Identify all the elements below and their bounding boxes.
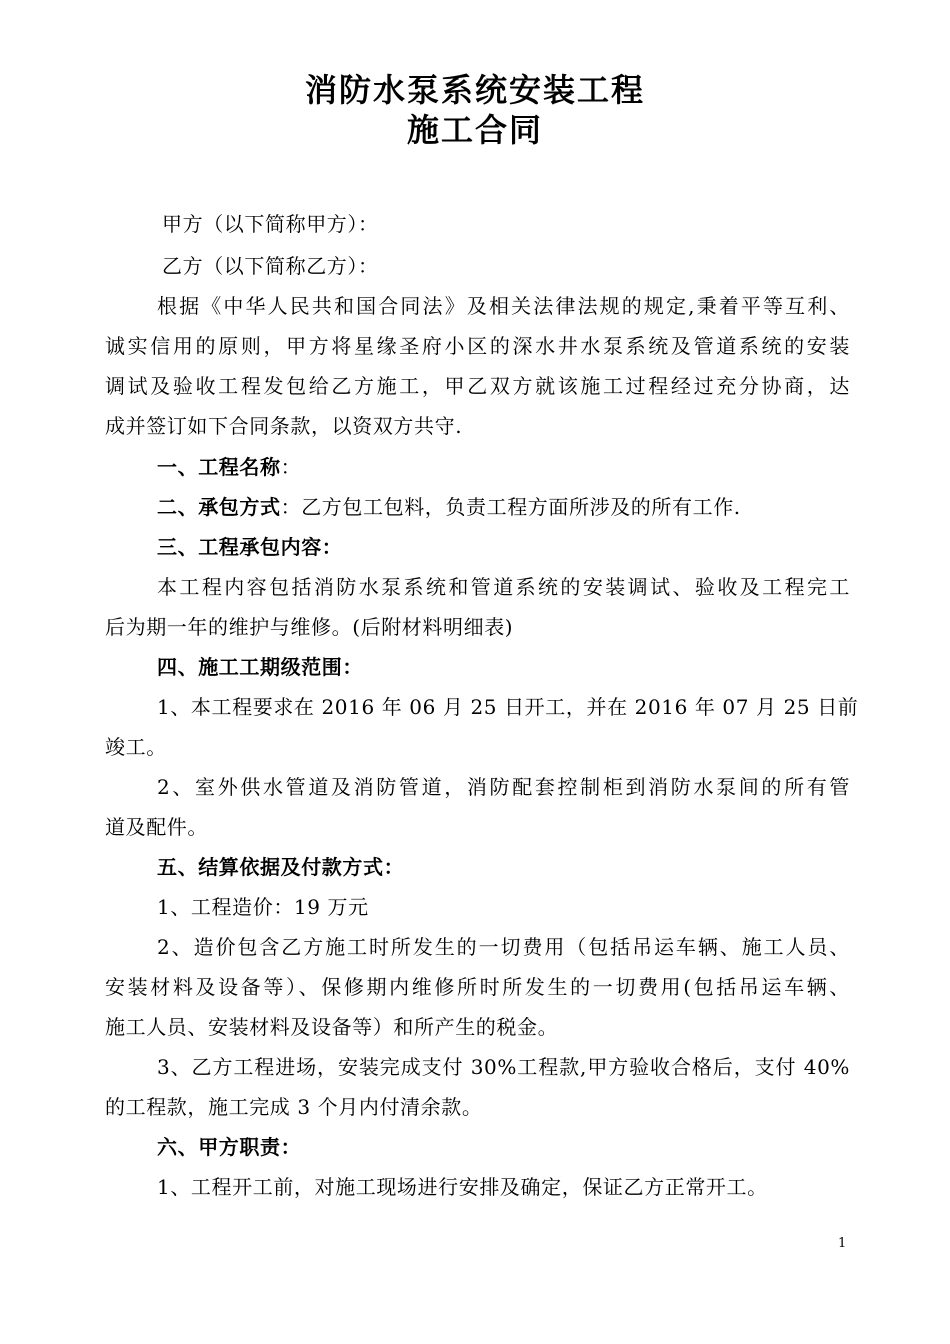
section-5-p2-line-2: 安装材料及设备等）、保修期内维修所时所发生的一切费用(包括吊运车辆、 [105, 975, 850, 999]
section-4-p1-line-1: 1、本工程要求在 2016 年 06 月 25 日开工，并在 2016 年 07 月 25 日前 [157, 695, 859, 719]
section-5-heading: 五、结算依据及付款方式： [157, 855, 405, 879]
section-4-p2-line-1: 2、室外供水管道及消防管道，消防配套控制柜到消防水泵间的所有管 [157, 775, 850, 799]
section-6-p1: 1、工程开工前，对施工现场进行安排及确定，保证乙方正常开工。 [157, 1175, 768, 1199]
section-1-line [157, 453, 757, 481]
section-1-heading: 一、工程名称 [157, 455, 281, 479]
intro-line-4: 成并签订如下合同条款，以资双方共守. [105, 414, 463, 438]
section-2-text: ：乙方包工包料，负责工程方面所涉及的所有工作. [280, 495, 741, 519]
intro-line-1: 根据《中华人民共和国合同法》及相关法律法规的规定,秉着平等互利、 [157, 294, 850, 318]
section-5-p3-line-1: 3、乙方工程进场，安装完成支付 30%工程款,甲方验收合格后，支付 40% [157, 1055, 850, 1079]
section-4-heading: 四、施工工期级范围： [157, 655, 363, 679]
section-1-colon: ： [280, 455, 302, 479]
party-a-line: 甲方（以下简称甲方）： [162, 212, 379, 236]
party-b-line: 乙方（以下简称乙方）： [162, 254, 379, 278]
section-5-p2-line-3: 施工人员、安装材料及设备等）和所产生的税金。 [105, 1015, 559, 1039]
section-6-heading: 六、甲方职责： [157, 1135, 302, 1159]
section-2-heading: 二、承包方式 [157, 495, 281, 519]
section-4-p2-line-2: 道及配件。 [105, 815, 208, 839]
section-4-p1-line-2: 竣工。 [105, 735, 167, 759]
section-3-line-1: 本工程内容包括消防水泵系统和管道系统的安装调试、验收及工程完工 [157, 575, 850, 599]
section-3-line-2: 后为期一年的维护与维修。(后附材料明细表) [105, 615, 514, 639]
section-5-p1: 1、工程造价：19 万元 [157, 895, 369, 919]
section-5-p2-line-1: 2、造价包含乙方施工时所发生的一切费用（包括吊运车辆、施工人员、 [157, 935, 850, 959]
page-number: 1 [838, 1236, 847, 1251]
intro-line-2: 诚实信用的原则，甲方将星缘圣府小区的深水井水泵系统及管道系统的安装 [105, 334, 850, 358]
section-3-heading: 三、工程承包内容： [157, 535, 343, 559]
document-title-line2: 施工合同 [406, 111, 543, 149]
intro-line-3: 调试及验收工程发包给乙方施工，甲乙双方就该施工过程经过充分协商，达 [105, 374, 850, 398]
section-2-line [157, 493, 850, 521]
section-5-p3-line-2: 的工程款，施工完成 3 个月内付清余款。 [105, 1095, 483, 1119]
document-title-line1: 消防水泵系统安装工程 [304, 71, 645, 109]
